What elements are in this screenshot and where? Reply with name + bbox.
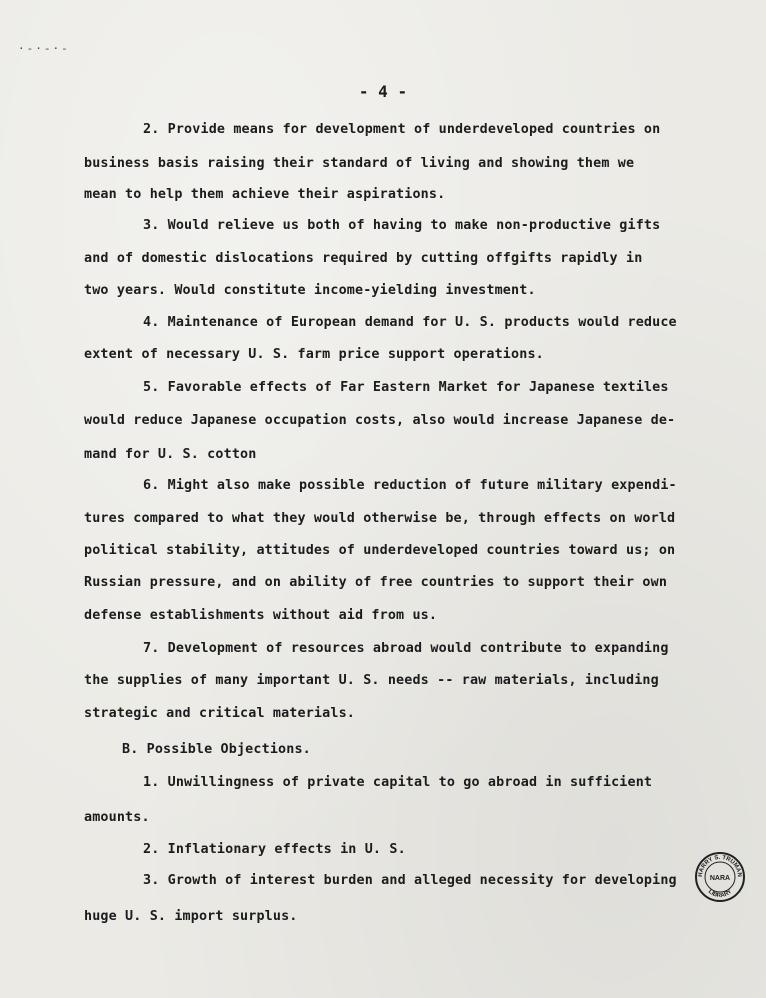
body-line: 2. Inflationary effects in U. S.	[143, 842, 406, 857]
marginal-mark: ·-·-·-	[18, 42, 70, 55]
section-heading: B. Possible Objections.	[122, 742, 311, 757]
body-line: business basis raising their standard of living and showing them we	[84, 156, 635, 171]
body-line: 5. Favorable effects of Far Eastern Market for Japanese textiles	[143, 380, 669, 395]
body-line: huge U. S. import surplus.	[84, 909, 298, 924]
body-line: 3. Would relieve us both of having to make non-productive gifts	[143, 218, 661, 233]
body-line: 7. Development of resources abroad would contribute to expanding	[143, 641, 669, 656]
svg-text:LIBRARY	[707, 889, 733, 899]
body-line: tures compared to what they would otherwise be, through effects on world	[84, 511, 676, 526]
body-line: would reduce Japanese occupation costs, also would increase Japanese de-	[84, 413, 676, 428]
body-line: defense establishments without aid from us.	[84, 608, 438, 623]
body-line: mean to help them achieve their aspirations.	[84, 187, 446, 202]
body-line: 4. Maintenance of European demand for U. S. products would reduce	[143, 315, 677, 330]
page-number: - 4 -	[358, 82, 408, 101]
body-line: 3. Growth of interest burden and alleged necessity for developing	[143, 873, 677, 888]
body-line: strategic and critical materials.	[84, 706, 355, 721]
body-line: amounts.	[84, 810, 150, 825]
body-line: Russian pressure, and on ability of free countries to support their own	[84, 575, 668, 590]
stamp-top-text: HARRY S. TRUMAN	[697, 854, 743, 878]
body-line: the supplies of many important U. S. needs -- raw materials, including	[84, 673, 659, 688]
stamp-bottom-text: LIBRARY	[706, 888, 734, 900]
body-line: extent of necessary U. S. farm price support operations.	[84, 347, 544, 362]
library-stamp	[694, 851, 746, 903]
body-line: and of domestic dislocations required by cutting offgifts rapidly in	[84, 251, 643, 266]
body-line: political stability, attitudes of underdeveloped countries toward us; on	[84, 543, 676, 558]
stamp-center-text: NARA	[709, 875, 731, 882]
body-line: 2. Provide means for development of underdeveloped countries on	[143, 122, 661, 137]
body-line: 1. Unwillingness of private capital to go abroad in sufficient	[143, 775, 653, 790]
body-line: mand for U. S. cotton	[84, 447, 257, 462]
body-line: 6. Might also make possible reduction of future military expendi-	[143, 478, 677, 493]
body-line: two years. Would constitute income-yielding investment.	[84, 283, 536, 298]
